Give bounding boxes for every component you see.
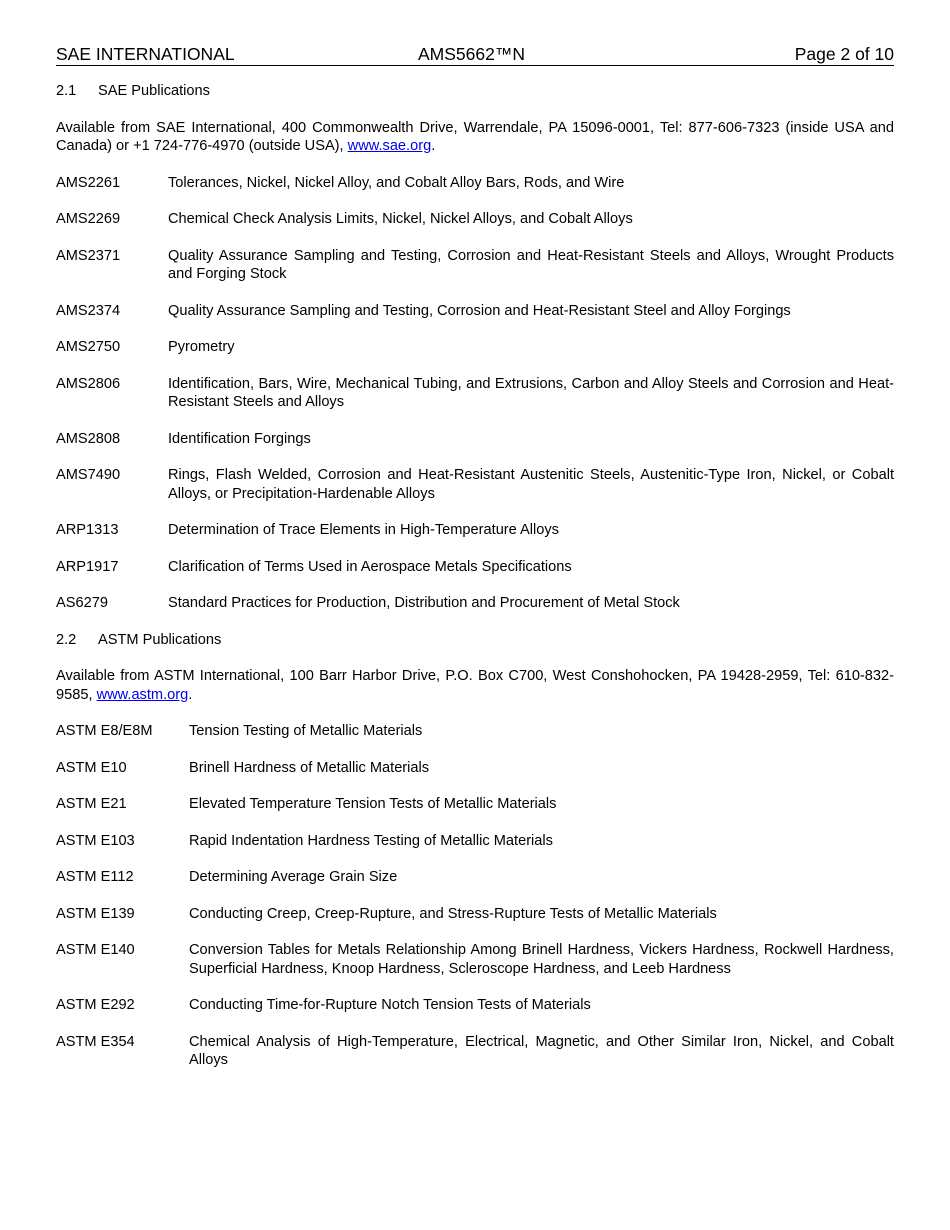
reference-item [56,430,894,449]
reference-item [56,521,894,540]
reference-item [56,868,894,887]
reference-item [56,375,894,412]
reference-code: ASTM E8/E8M [56,723,153,739]
reference-item [56,247,894,284]
page-header [56,43,894,66]
reference-item [56,338,894,357]
reference-item [56,174,894,193]
reference-title: Elevated Temperature Tension Tests of Metallic Materials [189,796,557,812]
reference-title: Chemical Analysis of High-Temperature, Electrical, Magnetic, and Other Similar Iron, Nickel, and Cobalt Alloys [189,1033,894,1068]
availability-period: . [431,138,436,154]
page-content [56,82,894,1088]
availability-text: Available from SAE International, 400 Commonwealth Drive, Warrendale, PA 15096-0001, Tel: 877-606-7323 (inside USA and Canada) or +1 724-776-4970 (outside USA), [56,119,894,154]
reference-title: Tension Testing of Metallic Materials [189,723,423,739]
astm-reference-list [56,722,894,1070]
reference-item [56,1033,894,1070]
reference-item [56,941,894,978]
availability-period: . [188,686,193,703]
reference-code: ASTM E292 [56,997,135,1013]
reference-item [56,832,894,851]
reference-item [56,996,894,1015]
reference-code: AMS2806 [56,375,121,392]
reference-item [56,466,894,503]
reference-code: ASTM E139 [56,905,135,922]
reference-item [56,594,894,613]
reference-code: ASTM E103 [56,832,135,849]
reference-title: Quality Assurance Sampling and Testing, Corrosion and Heat-Resistant Steel and Alloy Forgings [168,302,791,319]
reference-item [56,759,894,778]
reference-code: AMS2808 [56,430,121,447]
reference-code: ASTM E354 [56,1033,135,1050]
reference-title: Conducting Time-for-Rupture Notch Tension Tests of Materials [189,997,591,1013]
reference-code: AMS2750 [56,339,121,355]
header-document-id: AMS5662™N [418,44,525,64]
sae-reference-list [56,174,894,613]
header-page-number: Page 2 of 10 [794,44,894,64]
reference-item [56,558,894,577]
sae-availability-paragraph [56,119,894,156]
reference-title: Identification Forgings [168,430,311,447]
section-heading-astm [56,631,894,650]
reference-title: Conducting Creep, Creep-Rupture, and Stress-Rupture Tests of Metallic Materials [189,905,717,922]
reference-code: ASTM E140 [56,942,135,958]
section-heading-sae [56,82,894,101]
reference-title: Determination of Trace Elements in High-Temperature Alloys [168,522,559,538]
reference-code: ARP1313 [56,522,119,538]
reference-title: Chemical Check Analysis Limits, Nickel, Nickel Alloys, and Cobalt Alloys [168,211,633,227]
reference-code: ASTM E10 [56,759,127,776]
reference-item [56,905,894,924]
section-number: 2.2 [56,631,77,648]
section-title: ASTM Publications [98,631,222,648]
header-organization: SAE INTERNATIONAL [56,44,235,64]
sae-website-link[interactable]: www.sae.org [347,138,432,154]
section-title: SAE Publications [98,83,210,99]
reference-code: AS6279 [56,595,108,611]
reference-title: Determining Average Grain Size [189,869,398,885]
section-number: 2.1 [56,83,77,99]
reference-item [56,302,894,321]
reference-title: Tolerances, Nickel, Nickel Alloy, and Cobalt Alloy Bars, Rods, and Wire [168,174,625,191]
reference-code: AMS2269 [56,211,121,227]
reference-code: ARP1917 [56,558,119,575]
availability-text: Available from ASTM International, 100 Barr Harbor Drive, P.O. Box C700, West Conshohocken, PA 19428-2959, Tel: 610-832-9585, [56,668,894,703]
reference-code: ASTM E21 [56,796,127,812]
reference-title: Clarification of Terms Used in Aerospace Metals Specifications [168,558,572,575]
reference-title: Rapid Indentation Hardness Testing of Metallic Materials [189,832,553,849]
reference-title: Brinell Hardness of Metallic Materials [189,759,430,776]
reference-title: Identification, Bars, Wire, Mechanical Tubing, and Extrusions, Carbon and Alloy Steels and Corrosion and Heat-Resistant Steels and Alloys [168,375,894,410]
reference-title: Quality Assurance Sampling and Testing, Corrosion and Heat-Resistant Steels and Alloys, Wrought Products and Forging Stock [168,247,894,282]
reference-code: AMS2374 [56,302,121,319]
reference-item [56,210,894,229]
astm-website-link[interactable]: www.astm.org [96,686,189,703]
reference-title: Rings, Flash Welded, Corrosion and Heat-Resistant Austenitic Steels, Austenitic-Type Iron, Nickel, or Cobalt Alloys, or Precipitation-Hardenable Alloys [168,467,894,502]
reference-title: Standard Practices for Production, Distribution and Procurement of Metal Stock [168,595,680,611]
reference-code: AMS7490 [56,467,121,483]
reference-code: AMS2261 [56,174,121,191]
reference-item [56,722,894,741]
reference-title: Conversion Tables for Metals Relationship Among Brinell Hardness, Vickers Hardness, Rockwell Hardness, Superficial Hardness, Knoop Hardness, Scleroscope Hardness, and Leeb Hardness [189,942,894,977]
reference-title: Pyrometry [168,339,235,355]
reference-code: ASTM E112 [56,869,134,885]
reference-code: AMS2371 [56,247,121,264]
reference-item [56,795,894,814]
astm-availability-paragraph [56,667,894,704]
